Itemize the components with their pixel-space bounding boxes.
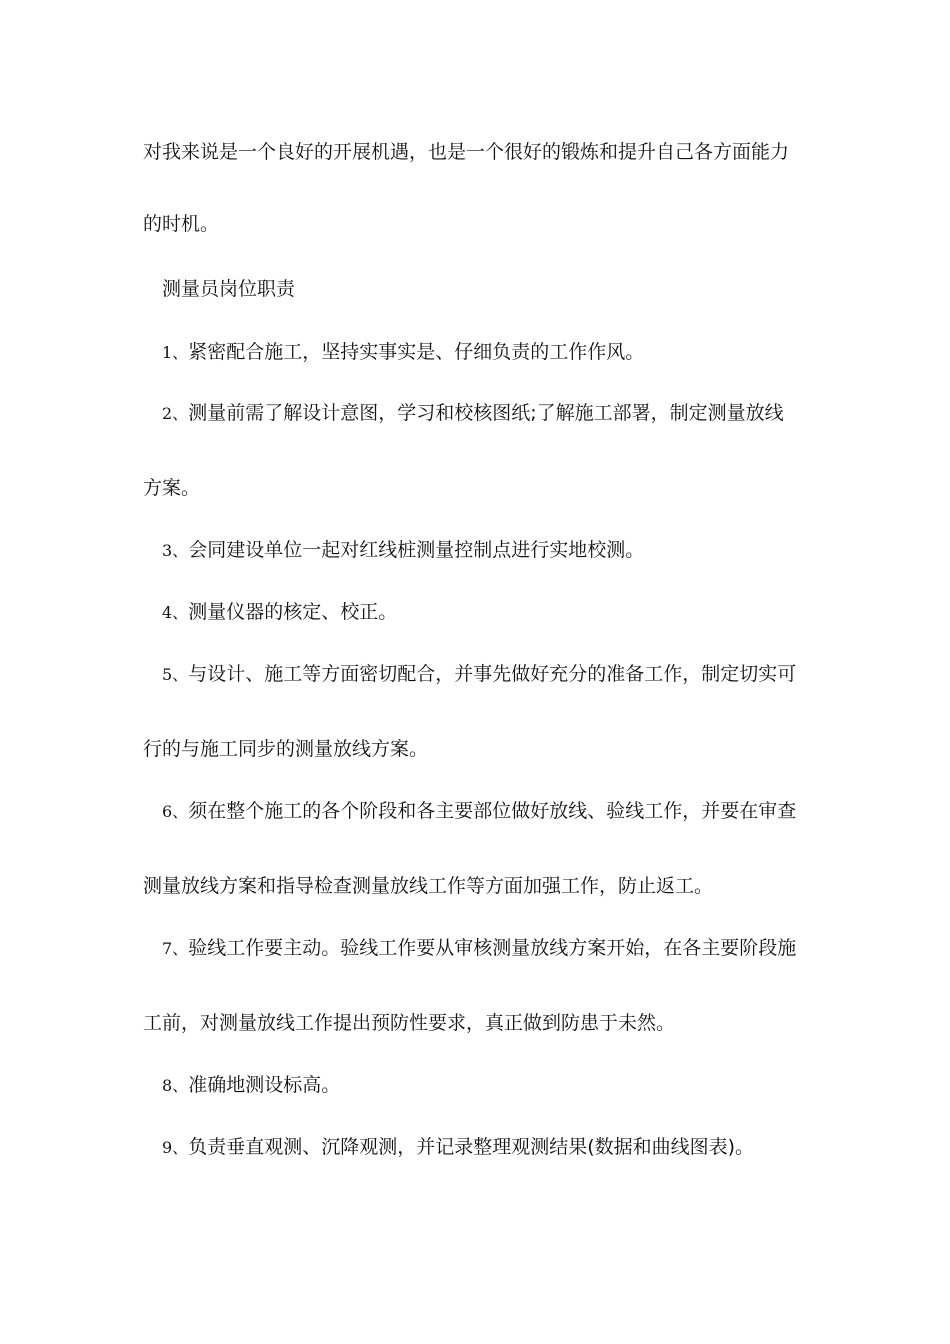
list-item-text: 须在整个施工的各个阶段和各主要部位做好放线、验线工作，并要在审查 <box>188 800 797 822</box>
list-item-text: 测量仪器的核定、校正。 <box>188 601 398 623</box>
list-item-continuation: 行的与施工同步的测量放线方案。 <box>143 738 429 760</box>
list-item <box>162 799 796 824</box>
list-item-continuation: 方案。 <box>143 477 201 499</box>
list-item <box>162 1135 754 1160</box>
list-item-number: 9、 <box>162 1138 189 1157</box>
paragraph-line <box>143 140 789 164</box>
list-item-text: 与设计、施工等方面密切配合，并事先做好充分的准备工作，制定切实可 <box>188 663 797 685</box>
list-item <box>162 600 397 625</box>
list-item-text: 负责垂直观测、沉降观测，并记录整理观测结果(数据和曲线图表)。 <box>188 1136 755 1158</box>
list-item-text: 会同建设单位一起对红线桩测量控制点进行实地校测。 <box>188 539 645 561</box>
list-item <box>162 662 796 687</box>
list-item-continuation: 工前，对测量放线工作提出预防性要求，真正做到防患于未然。 <box>143 1012 676 1034</box>
list-item <box>162 1073 340 1098</box>
paragraph-line <box>143 1011 675 1035</box>
list-item-continuation: 测量放线方案和指导检查测量放线工作等方面加强工作，防止返工。 <box>143 875 714 897</box>
paragraph-line <box>143 476 200 500</box>
list-item-number: 6、 <box>162 802 189 821</box>
list-item-number: 7、 <box>162 939 189 958</box>
list-item <box>162 936 796 961</box>
list-item-number: 8、 <box>162 1076 189 1095</box>
list-item <box>162 538 644 563</box>
paragraph-line <box>143 874 713 898</box>
list-item-number: 2、 <box>162 404 189 423</box>
list-item-number: 4、 <box>162 603 189 622</box>
list-item-text: 准确地测设标高。 <box>188 1074 341 1096</box>
paragraph-line <box>143 737 428 761</box>
section-heading <box>162 277 295 301</box>
section-heading-text: 测量员岗位职责 <box>162 278 296 300</box>
list-item <box>162 401 784 426</box>
paragraph-line <box>143 212 219 236</box>
list-item-number: 3、 <box>162 541 189 560</box>
list-item-text: 验线工作要主动。验线工作要从审核测量放线方案开始，在各主要阶段施 <box>188 937 797 959</box>
list-item-text: 测量前需了解设计意图，学习和校核图纸;了解施工部署，制定测量放线 <box>188 402 784 424</box>
list-item-text: 紧密配合施工，坚持实事实是、仔细负责的工作作风。 <box>188 341 645 363</box>
paragraph-text: 的时机。 <box>143 213 220 235</box>
list-item <box>162 340 644 365</box>
list-item-number: 5、 <box>162 665 189 684</box>
paragraph-text: 对我来说是一个良好的开展机遇，也是一个很好的锻炼和提升自己各方面能力 <box>143 141 790 163</box>
list-item-number: 1、 <box>162 343 189 362</box>
